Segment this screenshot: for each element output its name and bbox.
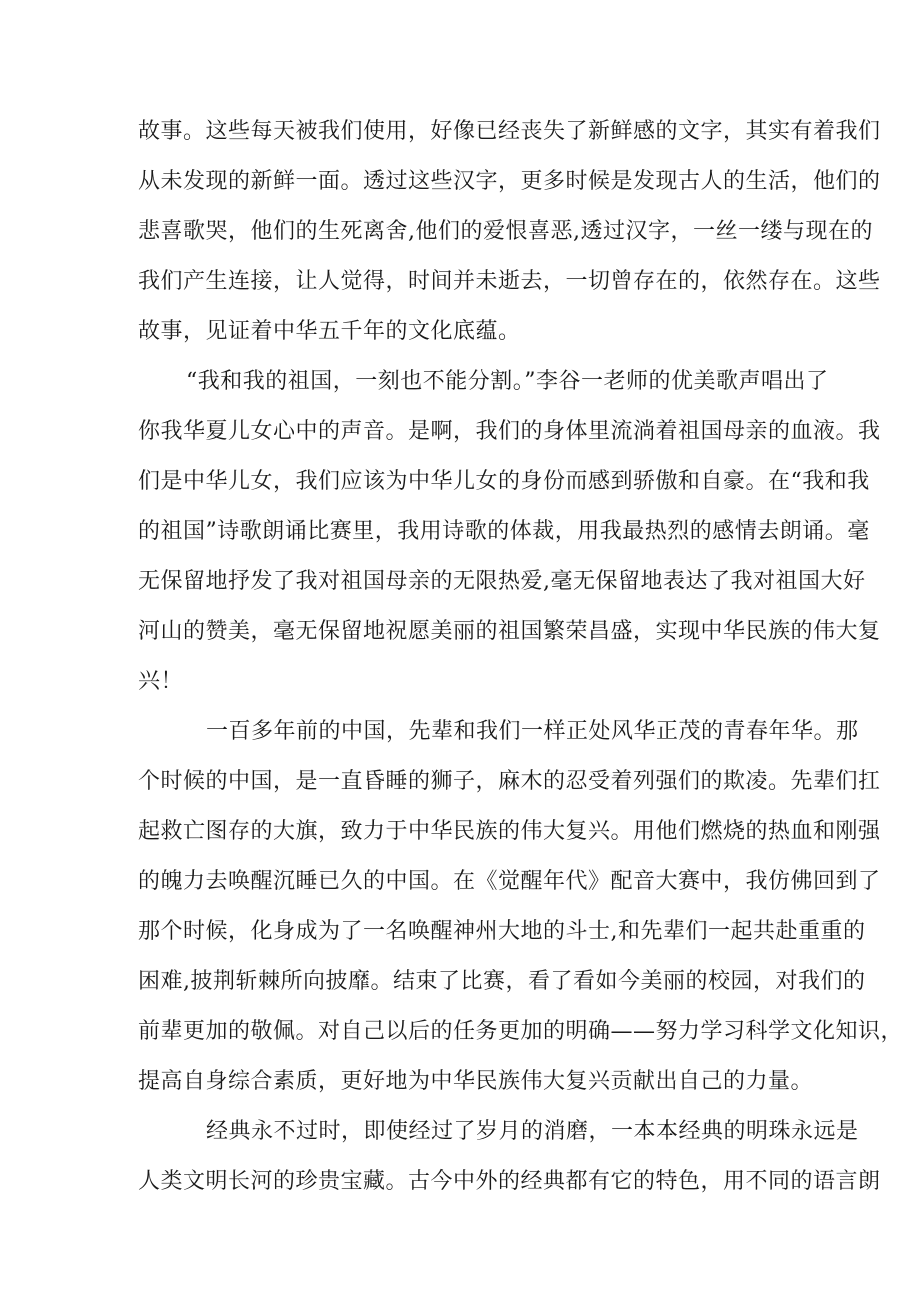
text-line: 一百多年前的中国，先辈和我们一样正处风华正茂的青春年华。那 xyxy=(206,719,859,744)
text-line: 故事，见证着中华五千年的文化底蕴。 xyxy=(138,319,521,344)
text-line: 故事。这些每天被我们使用，好像已经丧失了新鲜感的文字，其实有着我们 xyxy=(138,119,881,144)
text-line: 河山的赞美，毫无保留地祝愿美丽的祖国繁荣昌盛，实现中华民族的伟大复 xyxy=(138,619,881,644)
text-line: 悲喜歌哭，他们的生死离舍,他们的爱恨喜恶,透过汉字，一丝一缕与现在的 xyxy=(138,219,873,244)
text-line: 个时候的中国，是一直昏睡的狮子，麻木的忍受着列强们的欺凌。先辈们扛 xyxy=(138,769,881,794)
text-line: 人类文明长河的珍贵宝藏。古今中外的经典都有它的特色，用不同的语言朗 xyxy=(138,1169,881,1194)
text-line: “我和我的祖国，一刻也不能分割。”李谷一老师的优美歌声唱出了 xyxy=(186,369,829,394)
text-line: 无保留地抒发了我对祖国母亲的无限热爱,毫无保留地表达了我对祖国大好 xyxy=(138,569,866,594)
text-line: 兴！ xyxy=(138,669,184,694)
text-line: 的祖国”诗歌朗诵比赛里，我用诗歌的体裁，用我最热烈的感情去朗诵。毫 xyxy=(138,519,870,544)
text-line: 你我华夏儿女心中的声音。是啊，我们的身体里流淌着祖国母亲的血液。我 xyxy=(138,419,881,444)
text-line: 从未发现的新鲜一面。透过这些汉字，更多时候是发现古人的生活，他们的 xyxy=(138,169,881,194)
text-line: 那个时候，化身成为了一名唤醒神州大地的斗士,和先辈们一起共赴重重的 xyxy=(138,919,866,944)
text-line: 困难,披荆斩棘所向披靡。结束了比赛，看了看如今美丽的校园，对我们的 xyxy=(138,969,866,994)
text-line: 我们产生连接，让人觉得，时间并未逝去，一切曾存在的，依然存在。这些 xyxy=(138,269,881,294)
text-line: 的魄力去唤醒沉睡已久的中国。在《觉醒年代》配音大赛中，我仿佛回到了 xyxy=(138,869,881,894)
text-line: 经典永不过时，即使经过了岁月的消磨，一本本经典的明珠永远是 xyxy=(206,1119,859,1144)
text-line: 起救亡图存的大旗，致力于中华民族的伟大复兴。用他们燃烧的热血和刚强 xyxy=(138,819,881,844)
text-line: 们是中华儿女，我们应该为中华儿女的身份而感到骄傲和自豪。在“我和我 xyxy=(138,469,870,494)
text-line: 前辈更加的敬佩。对自己以后的任务更加的明确——努力学习科学文化知识， xyxy=(138,1019,904,1044)
text-line: 提高自身综合素质，更好地为中华民族伟大复兴贡献出自己的力量。 xyxy=(138,1069,814,1094)
